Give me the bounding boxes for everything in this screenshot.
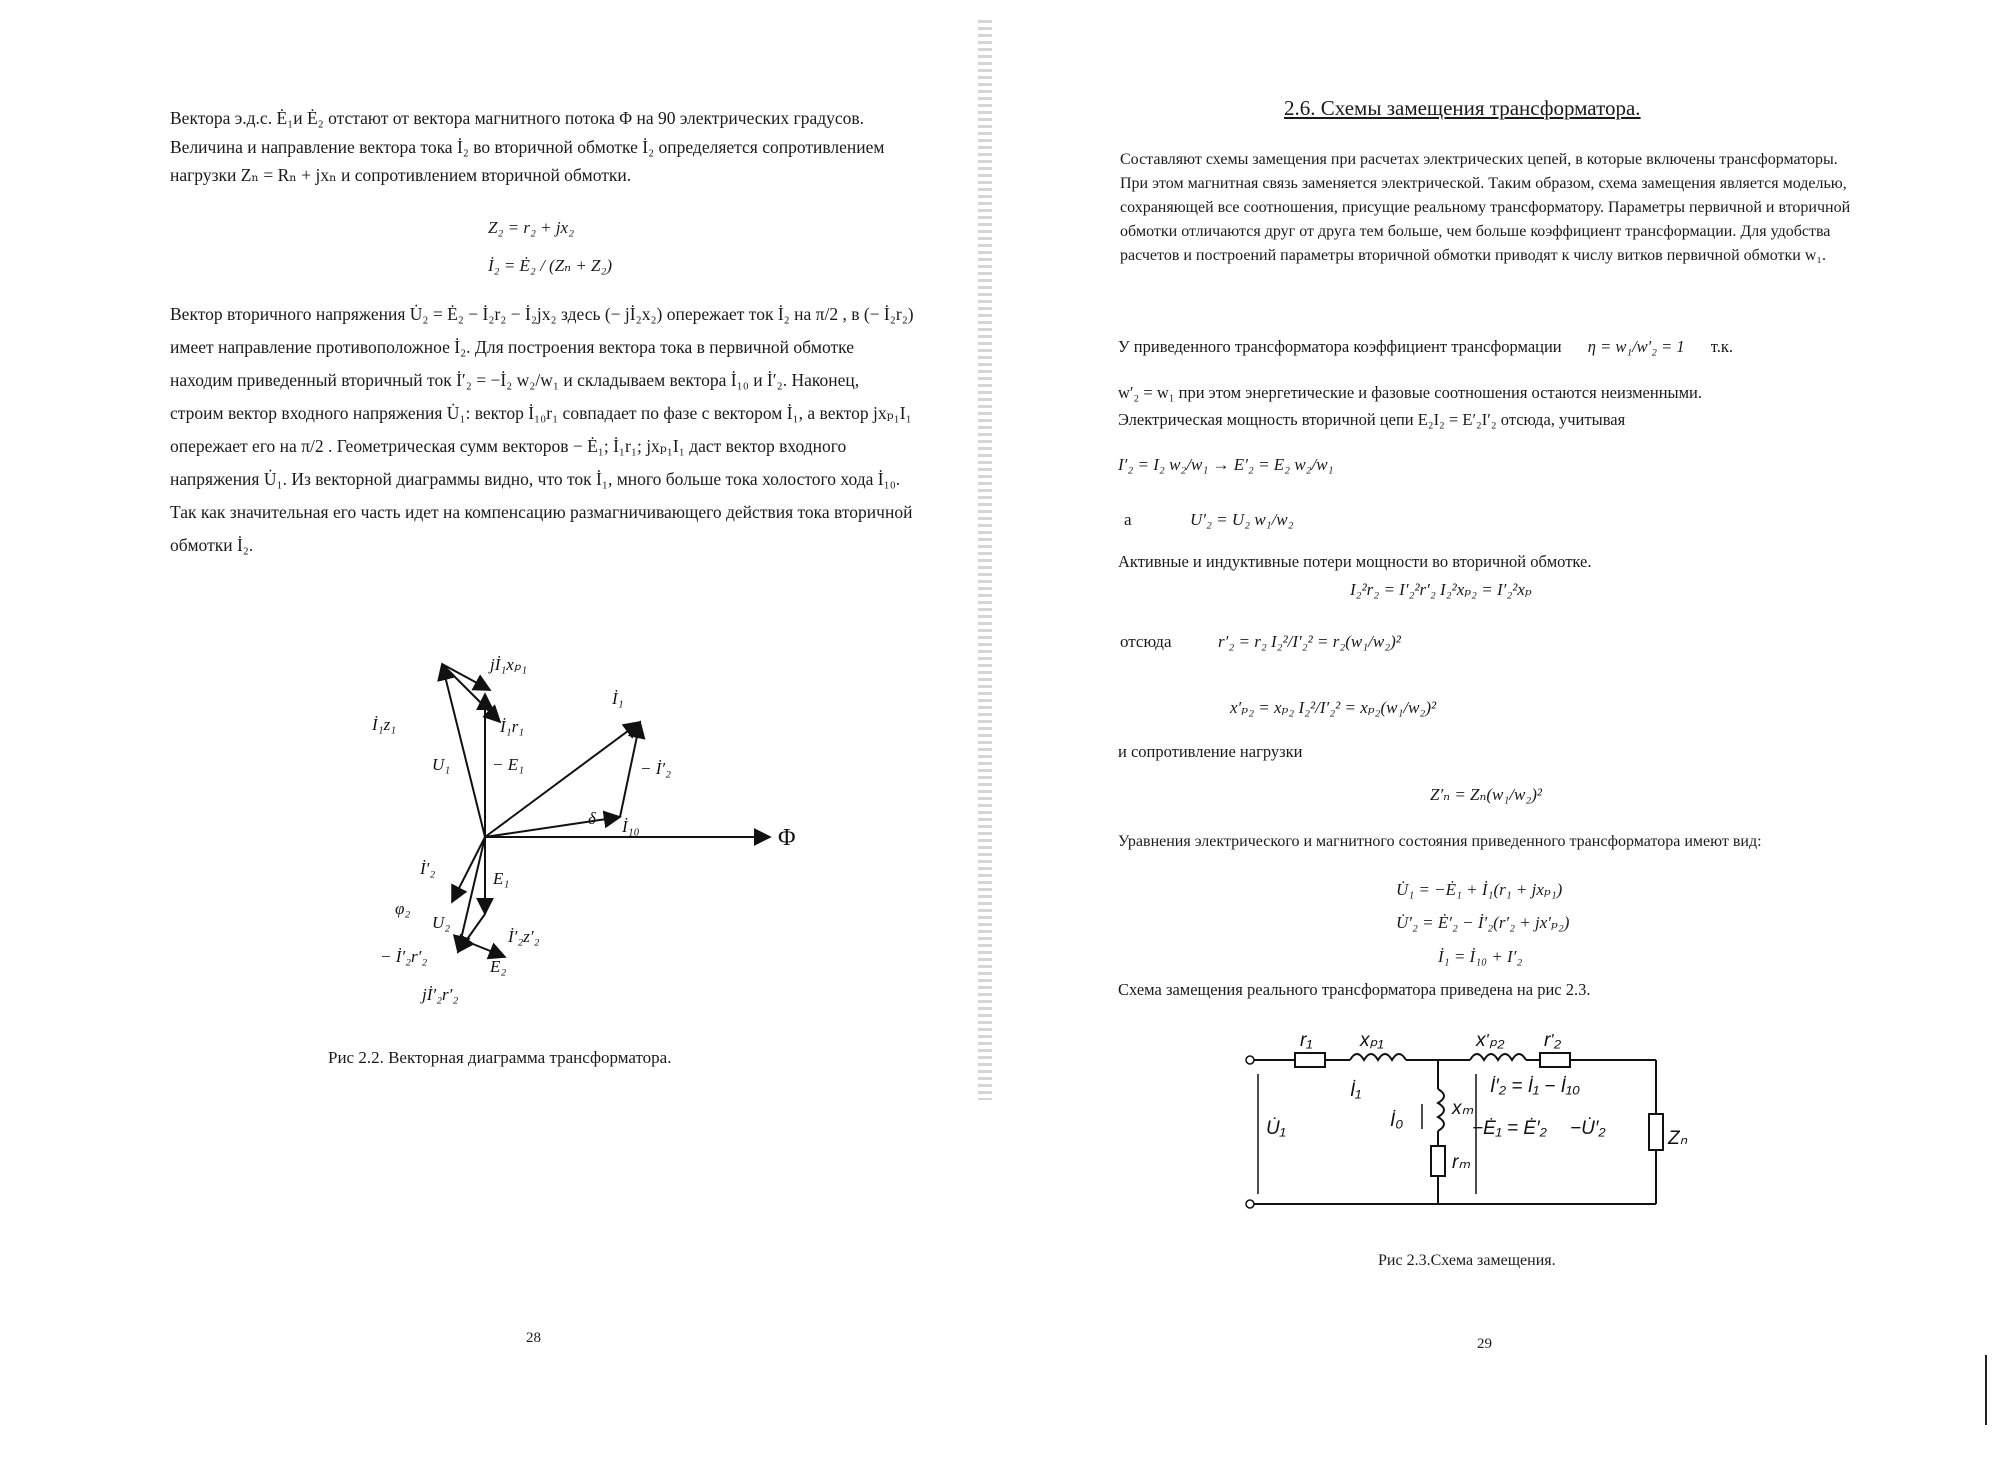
- vector-jx: [442, 664, 490, 690]
- formula-x2: x′ₚ₂ = xₚ₂ I₂²/I′₂² = xₚ₂(w₁/w₂)²: [1230, 698, 1437, 717]
- line-scheme: Схема замещения реального трансформатора приведена на рис 2.3.: [1118, 980, 1591, 999]
- label-I1z1: İ₁z₁: [372, 715, 397, 734]
- label-E1: E₁: [493, 869, 510, 888]
- ratio-line: [1118, 337, 1733, 357]
- label-jI2pr2p: jİ′₂r′₂: [422, 985, 459, 1004]
- right-caption: Рис 2.3.Схема замещения.: [1378, 1252, 1556, 1269]
- circuit-label-Zn: Zₙ: [1668, 1128, 1688, 1149]
- circuit-label-xp2: x′ₚ₂: [1476, 1034, 1505, 1051]
- label-I2p: İ′₂: [420, 859, 436, 878]
- word-a: а: [1124, 510, 1132, 529]
- circuit-label-I2eq: İ′₂ = İ₁ − İ₁₀: [1490, 1076, 1580, 1097]
- inductor-xp1: [1350, 1054, 1406, 1060]
- inductor-xm: [1438, 1089, 1444, 1131]
- circuit-label-xp1: xₚ₁: [1360, 1034, 1384, 1051]
- formula-r2: r′₂ = r₂ I₂²/I′₂² = r₂(w₁/w₂)²: [1218, 632, 1401, 651]
- formula-i2: İ₂ = Ė₂ / (Zₙ + Z₂): [488, 256, 613, 275]
- word-otsyuda: отсюда: [1120, 632, 1172, 651]
- inductor-xp2: [1470, 1054, 1526, 1060]
- vector-diagram: [350, 652, 850, 1022]
- label-U1: U₁: [432, 755, 451, 774]
- label-minusI2p: − İ′₂: [640, 759, 672, 778]
- resistor-rm: [1431, 1146, 1445, 1176]
- vector-i10: [485, 817, 620, 837]
- right-page-number: 29: [1477, 1336, 1492, 1352]
- ratio-text: У приведенного трансформатора коэффициент трансформации: [1118, 337, 1562, 356]
- vector-u2: [458, 837, 485, 952]
- section-heading: 2.6. Схемы замещения трансформатора.: [1284, 96, 1641, 120]
- label-jI1xp1: jİ₁xₚ₁: [490, 655, 528, 674]
- circuit-label-xm: xₘ: [1452, 1098, 1474, 1119]
- circuit-label-U2: −U̇′₂: [1570, 1118, 1606, 1139]
- line-load: и сопротивление нагрузки: [1118, 742, 1303, 761]
- right-page: [990, 0, 1993, 1471]
- circuit-label-rm: rₘ: [1452, 1152, 1471, 1173]
- right-paragraph-1: Составляют схемы замещения при расчетах электрических цепей, в которые включены трансформаторы. При этом магнитная связь заменяется электрической. Таким образом, схема замещения является моделью, сохраняющей все соотношения, присущие реальному трансформатору. Параметры первичной и вторичной обмотки отличаются друг от друга тем больше, чем больше коэффициент трансформации. Для удобства расчетов и построений параметры вторичной обмотки приводят к числу витков первичной обмотки w₁.: [1120, 151, 1851, 264]
- line-power: Электрическая мощность вторичной цепи E₂I₂ = E′₂I′₂ отсюда, учитывая: [1118, 410, 1626, 429]
- label-Phi: Φ: [778, 825, 796, 851]
- formula-currents: I′₂ = I₂ w₂/w₁ → E′₂ = E₂ w₂/w₁: [1118, 455, 1334, 474]
- label-I1r1: İ₁r₁: [500, 717, 525, 736]
- formula-z2: Z₂ = r₂ + jx₂: [488, 218, 575, 237]
- vector-u1: [442, 664, 485, 837]
- label-U2: U₂: [432, 913, 451, 932]
- tk-text: т.к.: [1710, 337, 1734, 356]
- equation-2: U̇′₂ = Ė′₂ − İ′₂(r′₂ + jx′ₚ₂): [1396, 913, 1570, 932]
- label-I1: İ₁: [612, 689, 624, 708]
- circuit-label-I0: İ₀: [1390, 1110, 1404, 1131]
- label-phi2: φ₂: [395, 899, 411, 918]
- vector-i2z2: [468, 942, 505, 957]
- label-minusE1: − E₁: [492, 755, 525, 774]
- formula-zn: Z′ₙ = Zₙ(w₁/w₂)²: [1430, 785, 1543, 804]
- label-E2: E₂: [490, 957, 507, 976]
- line-equations: Уравнения электрического и магнитного состояния приведенного трансформатора имеют вид:: [1118, 833, 1762, 850]
- equivalent-circuit: [1240, 1034, 1700, 1214]
- formula-eta: η = w₁/w′₂ = 1: [1587, 337, 1685, 356]
- label-delta: δ: [588, 809, 596, 828]
- formula-losses: I₂²r₂ = I′₂²r′₂ I₂²xₚ₂ = I′₂²xₚ: [1350, 580, 1532, 599]
- circuit-label-U1: U̇₁: [1266, 1118, 1286, 1139]
- circuit-label-r1: r₁: [1300, 1034, 1313, 1051]
- vector-minus-i2p: [620, 722, 640, 817]
- label-minusI2pr2p: − İ′₂r′₂: [380, 947, 428, 966]
- load-zn: [1649, 1114, 1663, 1150]
- equation-1: U̇₁ = −Ė₁ + İ₁(r₁ + jxₚ₁): [1396, 880, 1563, 899]
- circuit-label-I1: İ₁: [1350, 1080, 1362, 1101]
- resistor-r2: [1540, 1053, 1570, 1067]
- left-paragraph-1: Вектора э.д.с. Ė₁и Ė₂ отстают от вектора магнитного потока Φ на 90 электрических градусов. Величина и направление вектора тока İ₂ во вторичной обмотке İ₂ определяется сопротивлением нагрузки Zₙ = Rₙ + jxₙ и сопротивлением вторичной обмотки.: [170, 108, 885, 185]
- resistor-r1: [1295, 1053, 1325, 1067]
- line-losses: Активные и индуктивные потери мощности во вторичной обмотке.: [1118, 552, 1592, 571]
- formula-u2: U′₂ = U₂ w₁/w₂: [1190, 510, 1294, 529]
- line-w2: w′₂ = w₁ при этом энергетические и фазовые соотношения остаются неизменными.: [1118, 383, 1703, 402]
- left-caption: Рис 2.2. Векторная диаграмма трансформатора.: [328, 1048, 672, 1067]
- terminal-bottom: [1246, 1200, 1254, 1208]
- left-page: [0, 0, 990, 1471]
- left-paragraph-2: Вектор вторичного напряжения U̇₂ = Ė₂ − İ₂r₂ − İ₂jx₂ здесь (− jİ₂x₂) опережает ток İ₂ на π/2 , в (− İ₂r₂) имеет направление противоположное İ₂. Для построения вектора тока в первичной обмотке находим приведенный вторичный ток İ′₂ = −İ₂ w₂/w₁ и складываем вектора İ₁₀ и İ′₂. Наконец, строим вектор входного напряжения U̇₁: вектор İ₁₀r₁ совпадает по фазе с вектором İ₁, а вектор jxₚ₁I₁ опережает его на π/2 . Геометрическая сумм векторов − Ė₁; İ₁r₁; jxₚ₁I₁ даст вектор входного напряжения U̇₁. Из векторной диаграммы видно, что ток İ₁, много больше тока холостого хода İ₁₀. Так как значительная его часть идет на компенсацию размагничивающего действия тока вторичной обмотки İ₂.: [170, 304, 914, 555]
- label-I2pz2p: İ′₂z′₂: [508, 927, 540, 946]
- vector-i2p: [452, 837, 485, 902]
- circuit-label-E1E2: −Ė₁ = Ė′₂: [1472, 1118, 1547, 1139]
- label-I10: İ₁₀: [622, 817, 640, 836]
- vector-i1: [485, 722, 640, 837]
- terminal-top: [1246, 1056, 1254, 1064]
- left-page-number: 28: [526, 1330, 541, 1346]
- equation-3: İ₁ = İ₁₀ + I′₂: [1438, 947, 1523, 966]
- circuit-label-r2: r′₂: [1544, 1034, 1562, 1051]
